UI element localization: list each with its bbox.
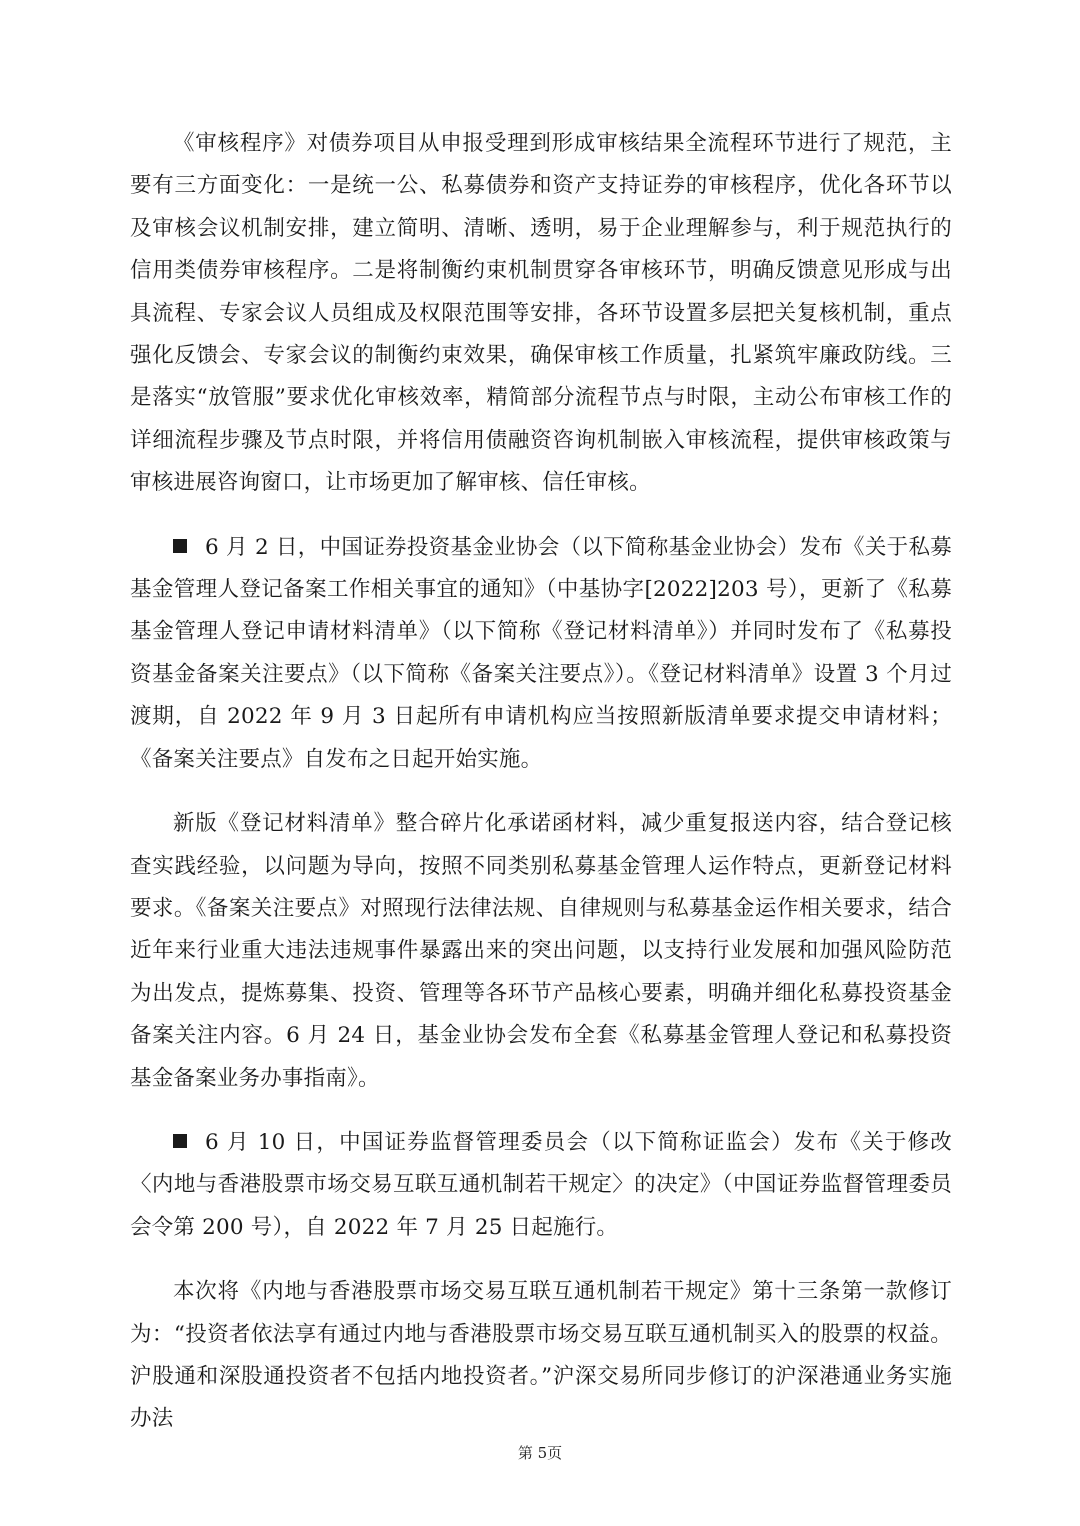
paragraph-amac-notice xyxy=(130,527,952,781)
paragraph-review-procedure xyxy=(130,123,952,505)
paragraph-text: 新版《登记材料清单》整合碎片化承诺函材料，减少重复报送内容，结合登记核查实践经验，以问题为导向，按照不同类别私募基金管理人运作特点，更新登记材料要求。《备案关注要点》对照现行法律法规、自律规则与私募基金运作相关要求，结合近年来行业重大违法违规事件暴露出来的突出问题，以支持行业发展和加强风险防范为出发点，提炼募集、投资、管理等各环节产品核心要素，明确并细化私募投资基金备案关注内容。6 月 24 日，基金业协会发布全套《私募基金管理人登记和私募投资基金备案业务办事指南》。 xyxy=(130,811,952,1091)
paragraph-registration-materials xyxy=(130,803,952,1100)
paragraph-csrc-decision xyxy=(130,1122,952,1249)
square-bullet-icon xyxy=(173,539,187,553)
page-number: 第 5页 xyxy=(517,1444,563,1462)
square-bullet-icon xyxy=(173,1134,187,1148)
body-text xyxy=(130,123,952,1441)
paragraph-text: 《审核程序》对债券项目从申报受理到形成审核结果全流程环节进行了规范，主要有三方面变化：一是统一公、私募债券和资产支持证券的审核程序，优化各环节以及审核会议机制安排，建立简明、清晰、透明，易于企业理解参与，利于规范执行的信用类债券审核程序。二是将制衡约束机制贯穿各审核环节，明确反馈意见形成与出具流程、专家会议人员组成及权限范围等安排，各环节设置多层把关复核机制，重点强化反馈会、专家会议的制衡约束效果，确保审核工作质量，扎紧筑牢廉政防线。三是落实“放管服”要求优化审核效率，精简部分流程节点与时限，主动公布审核工作的详细流程步骤及节点时限，并将信用债融资咨询机制嵌入审核流程，提供审核政策与审核进展咨询窗口，让市场更加了解审核、信任审核。 xyxy=(130,131,952,496)
paragraph-text: 6 月 10 日，中国证券监督管理委员会（以下简称证监会）发布《关于修改〈内地与香港股票市场交易互联互通机制若干规定〉的决定》（中国证券监督管理委员会令第 200 号），自 2022 年 7 月 25 日起施行。 xyxy=(130,1129,952,1240)
paragraph-text: 6 月 2 日，中国证券投资基金业协会（以下简称基金业协会）发布《关于私募基金管理人登记备案工作相关事宜的通知》（中基协字[2022]203 号），更新了《私募基金管理人登记申请材料清单》（以下简称《登记材料清单》）并同时发布了《私募投资基金备案关注要点》（以下简称《备案关注要点》）。《登记材料清单》设置 3 个月过渡期，自 2022 年 9 月 3 日起所有申请机构应当按照新版清单要求提交申请材料；《备案关注要点》自发布之日起开始实施。 xyxy=(130,534,952,772)
paragraph-text: 本次将《内地与香港股票市场交易互联互通机制若干规定》第十三条第一款修订为：“投资者依法享有通过内地与香港股票市场交易互联互通机制买入的股票的权益。沪股通和深股通投资者不包括内地投资者。”沪深交易所同步修订的沪深港通业务实施办法 xyxy=(130,1279,952,1432)
paragraph-stock-connect-revision xyxy=(130,1271,952,1441)
